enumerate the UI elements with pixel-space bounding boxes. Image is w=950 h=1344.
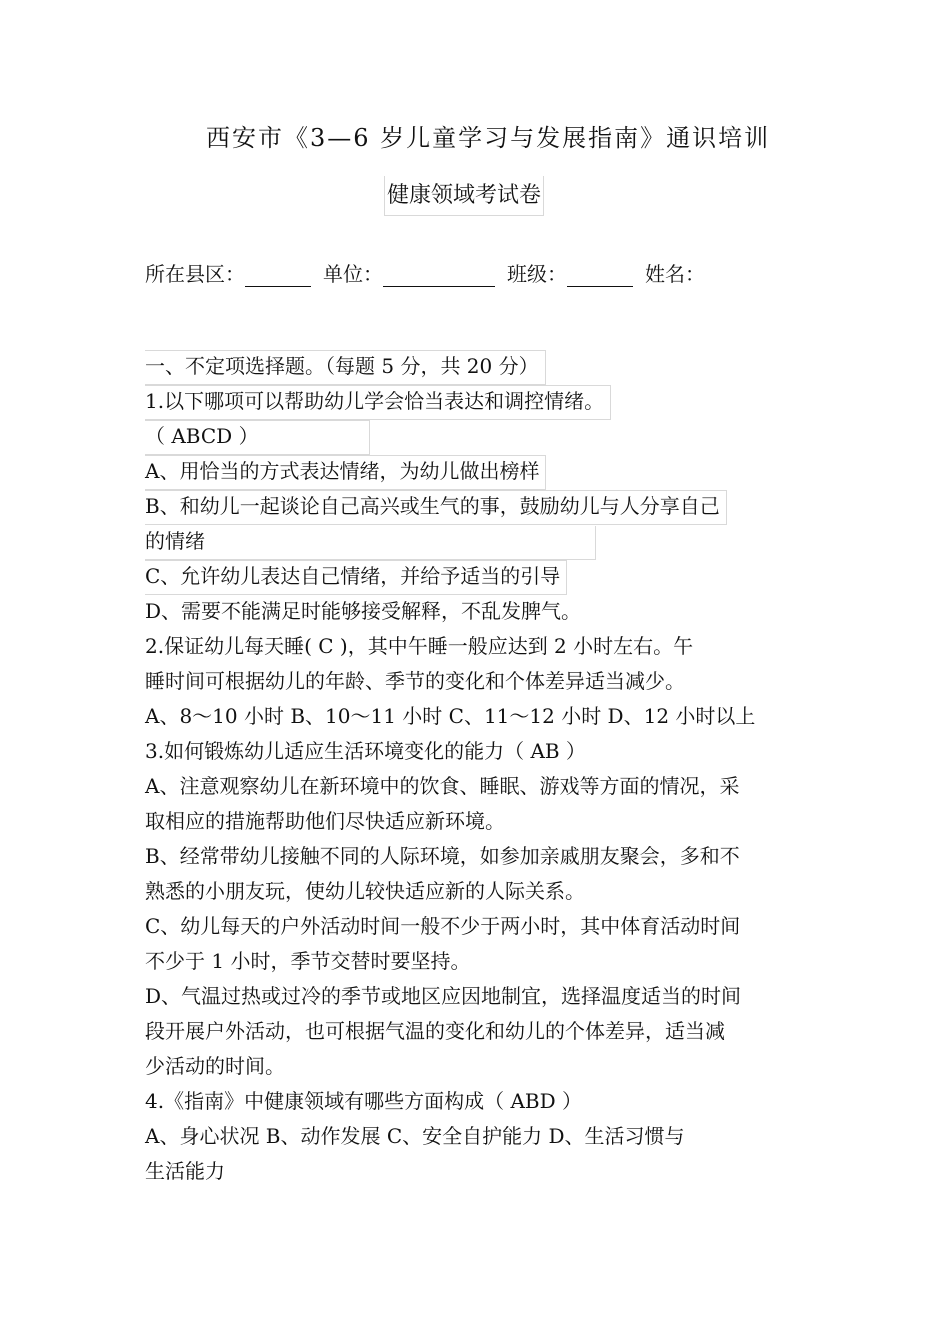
question-1-stem-line (145, 384, 815, 419)
question-2-options: A、8～10 小时 B、10～11 小时 C、11～12 小时 D、12 小时以上 (145, 704, 756, 728)
question-1-option-a: A、用恰当的方式表达情绪，为幼儿做出榜样 (145, 455, 546, 490)
unit-label: 单位： (323, 262, 383, 286)
question-4-stem: 4.《指南》中健康领域有哪些方面构成（ ABD ） (145, 1089, 582, 1113)
question-2-line2 (145, 664, 815, 699)
question-1-option-b-line2 (145, 524, 815, 559)
question-3-option-d-line1 (145, 979, 815, 1014)
question-3-option-b-line2 (145, 874, 815, 909)
question-4-options-line1 (145, 1119, 815, 1154)
question-1-option-d-line (145, 594, 815, 629)
exam-subtitle: 健康领域考试卷 (384, 176, 544, 216)
class-blank[interactable] (567, 260, 633, 287)
question-1-option-a-line (145, 454, 815, 489)
question-1-option-b-part2: 的情绪 (145, 526, 596, 560)
question-3-option-d-part3: 少活动的时间。 (145, 1054, 285, 1078)
question-3-option-a-line2 (145, 804, 815, 839)
question-2-stem-part1: 2.保证幼儿每天睡( C )，其中午睡一般应达到 2 小时左右。午 (145, 634, 694, 658)
question-4-stem-line (145, 1084, 815, 1119)
question-3-option-d-part2: 段开展户外活动，也可根据气温的变化和幼儿的个体差异，适当减 (145, 1019, 725, 1043)
question-3-option-d-part1: D、气温过热或过冷的季节或地区应因地制宜，选择温度适当的时间 (145, 984, 742, 1008)
question-1-stem: 1.以下哪项可以帮助幼儿学会恰当表达和调控情绪。 (145, 385, 611, 420)
question-1-option-b-line1 (145, 489, 815, 524)
question-3-option-b-part2: 熟悉的小朋友玩，使幼儿较快适应新的人际关系。 (145, 879, 585, 903)
question-3-option-b-line1 (145, 839, 815, 874)
question-3-stem: 3.如何锻炼幼儿适应生活环境变化的能力（ AB ） (145, 739, 586, 763)
question-1-option-d: D、需要不能满足时能够接受解释，不乱发脾气。 (145, 599, 582, 623)
question-4-options-line2 (145, 1154, 815, 1189)
question-3-option-c-line1 (145, 909, 815, 944)
unit-blank[interactable] (383, 260, 495, 287)
question-1-answer: （ ABCD ） (145, 420, 370, 455)
question-1-option-c: C、允许幼儿表达自己情绪，并给予适当的引导 (145, 560, 567, 595)
name-label: 姓名： (645, 262, 705, 286)
county-label: 所在县区： (145, 262, 245, 286)
question-2-options-line (145, 699, 815, 734)
question-3-option-a-part1: A、注意观察幼儿在新环境中的饮食、睡眠、游戏等方面的情况，采 (145, 774, 740, 798)
county-blank[interactable] (245, 260, 311, 287)
question-3-stem-line (145, 734, 815, 769)
question-4-options-part1: A、身心状况 B、动作发展 C、安全自护能力 D、生活习惯与 (145, 1124, 685, 1148)
question-2-line1 (145, 629, 815, 664)
question-1-option-b-part1: B、和幼儿一起谈论自己高兴或生气的事，鼓励幼儿与人分享自己 (145, 490, 727, 525)
class-label: 班级： (507, 262, 567, 286)
exam-title: 西安市《3—6 岁儿童学习与发展指南》通识培训 (206, 124, 771, 152)
question-4-options-part2: 生活能力 (145, 1159, 225, 1183)
question-3-option-a-line1 (145, 769, 815, 804)
question-1-option-c-line (145, 559, 815, 594)
section-heading-line (145, 349, 815, 384)
question-3-option-c-part1: C、幼儿每天的户外活动时间一般不少于两小时，其中体育活动时间 (145, 914, 741, 938)
question-3-option-b-part1: B、经常带幼儿接触不同的人际环境，如参加亲戚朋友聚会，多和不 (145, 844, 740, 868)
question-2-stem-part2: 睡时间可根据幼儿的年龄、季节的变化和个体差异适当减少。 (145, 669, 685, 693)
exam-content (145, 349, 815, 1189)
student-info-row (145, 258, 705, 287)
question-3-option-c-line2 (145, 944, 815, 979)
question-1-answer-line (145, 419, 815, 454)
question-3-option-d-line2 (145, 1014, 815, 1049)
question-3-option-d-line3 (145, 1049, 815, 1084)
question-3-option-c-part2: 不少于 1 小时，季节交替时要坚持。 (145, 949, 471, 973)
question-3-option-a-part2: 取相应的措施帮助他们尽快适应新环境。 (145, 809, 505, 833)
section-heading: 一、不定项选择题。（每题 5 分，共 20 分） (145, 350, 546, 385)
